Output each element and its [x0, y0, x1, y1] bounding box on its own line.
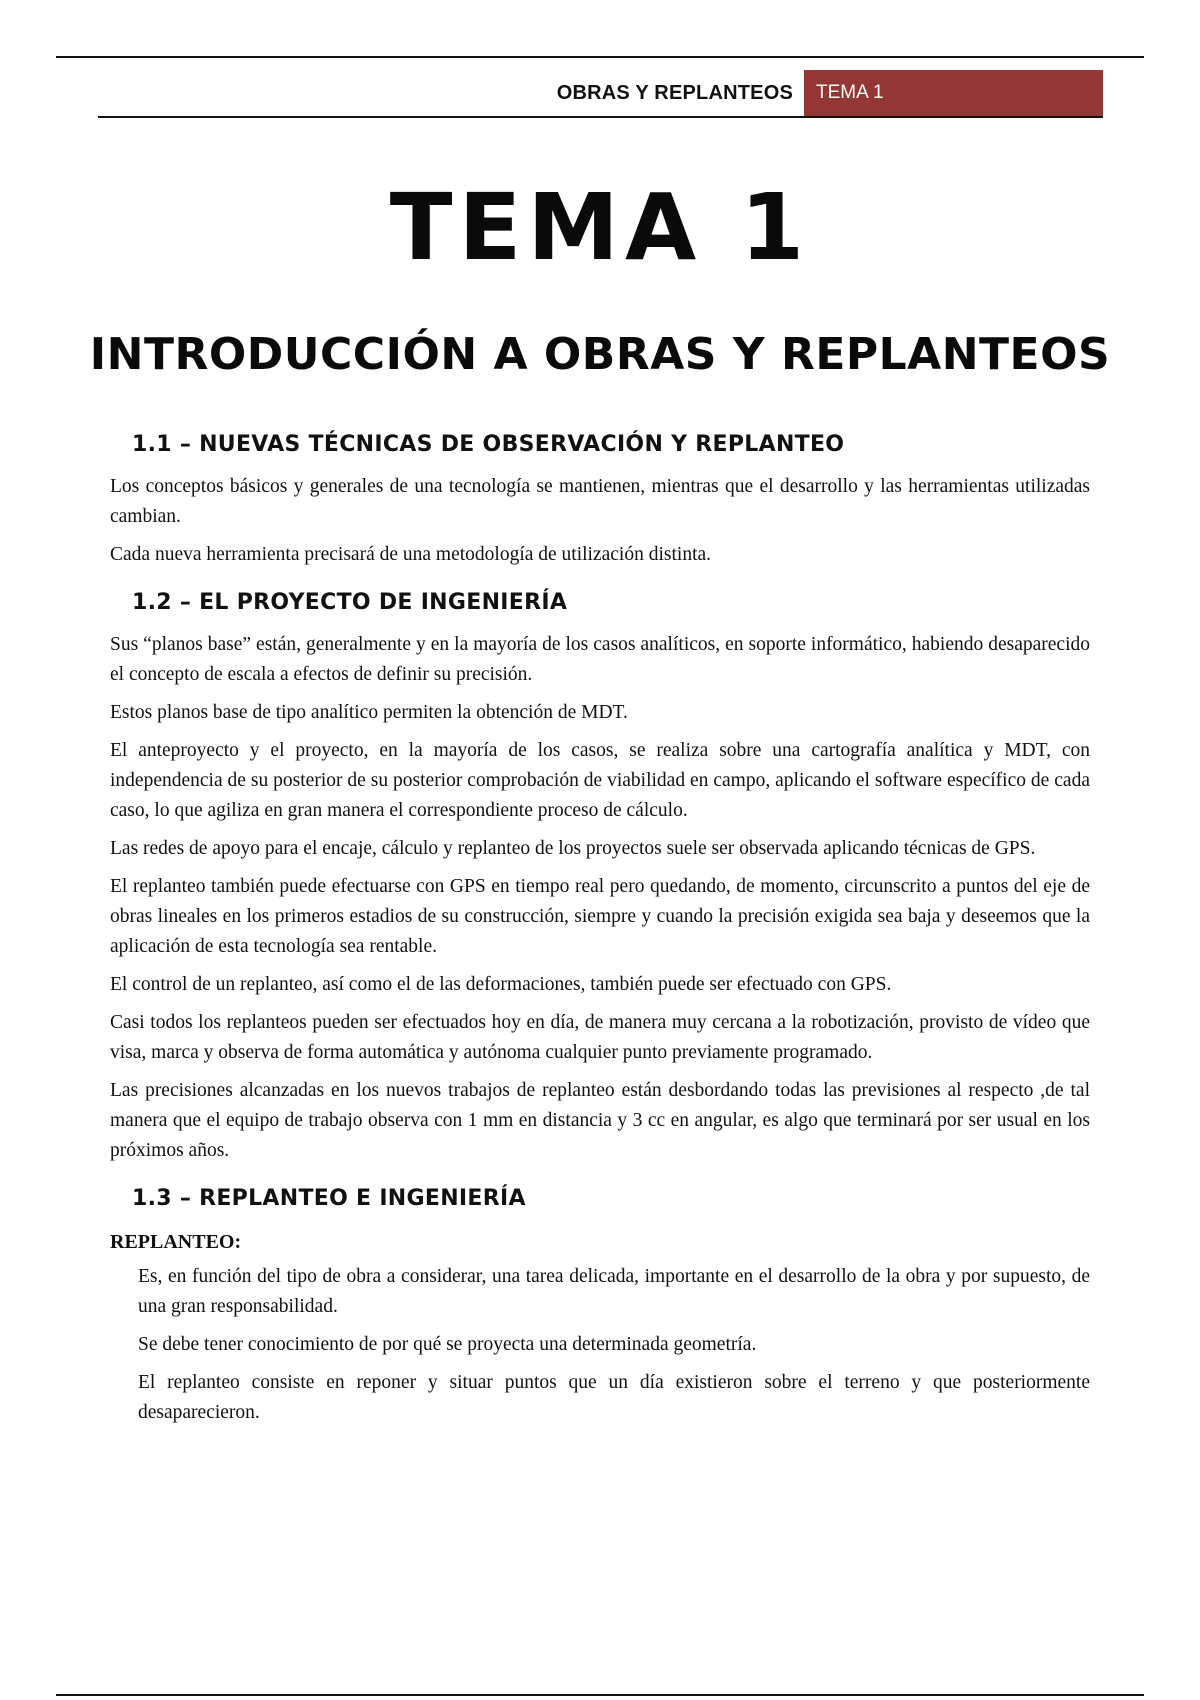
section-1-2 [110, 586, 1090, 1166]
paragraph: El anteproyecto y el proyecto, en la mayoría de los casos, se realiza sobre una cartografía analítica y MDT, con independencia de su posterior de su posterior comprobación de viabilidad en campo, aplicando el software específico de cada caso, lo que agiliza en gran manera el correspondiente proceso de cálculo. [110, 740, 1090, 821]
bottom-rule [56, 1694, 1144, 1696]
paragraph: Los conceptos básicos y generales de una tecnología se mantienen, mientras que el desarrollo y las herramientas utilizadas cambian. [110, 476, 1090, 527]
indented-block [110, 1262, 1090, 1428]
document-title: INTRODUCCIÓN A OBRAS Y REPLANTEOS [89, 329, 1111, 380]
section-1-1 [110, 428, 1090, 570]
header-title: OBRAS Y REPLANTEOS [556, 82, 793, 104]
paragraph: Sus “planos base” están, generalmente y en la mayoría de los casos analíticos, en soporte informático, habiendo desaparecido el concepto de escala a efectos de definir su precisión. [110, 634, 1090, 685]
document-body [110, 428, 1090, 1444]
paragraph: Se debe tener conocimiento de por qué se proyecta una determinada geometría. [138, 1334, 757, 1355]
section-heading: 1.1 – NUEVAS TÉCNICAS DE OBSERVACIÓN Y REPLANTEO [132, 432, 845, 457]
subheading: REPLANTEO: [110, 1231, 242, 1253]
section-1-3 [110, 1182, 1090, 1428]
top-rule [56, 56, 1144, 58]
section-heading: 1.3 – REPLANTEO E INGENIERÍA [132, 1186, 526, 1211]
paragraph: El replanteo consiste en reponer y situar puntos que un día existieron sobre el terreno y que posteriormente desaparecieron. [138, 1372, 1090, 1423]
page-header [98, 70, 1103, 118]
paragraph: Cada nueva herramienta precisará de una metodología de utilización distinta. [110, 544, 712, 565]
paragraph: Casi todos los replanteos pueden ser efectuados hoy en día, de manera muy cercana a la robotización, provisto de vídeo que visa, marca y observa de forma automática y autónoma cualquier punto previamente programado. [110, 1012, 1090, 1063]
chapter-badge: TEMA 1 [804, 70, 1103, 116]
section-heading: 1.2 – EL PROYECTO DE INGENIERÍA [132, 590, 568, 615]
paragraph: Estos planos base de tipo analítico permiten la obtención de MDT. [110, 702, 628, 723]
paragraph: Las redes de apoyo para el encaje, cálculo y replanteo de los proyectos suele ser observada aplicando técnicas de GPS. [110, 838, 1036, 859]
chapter-title: TEMA 1 [389, 174, 811, 281]
paragraph: El replanteo también puede efectuarse con GPS en tiempo real pero quedando, de momento, circunscrito a puntos del eje de obras lineales en los primeros estadios de su construcción, siempre y cuando la precisión exigida sea baja y deseemos que la aplicación de esta tecnología sea rentable. [110, 876, 1090, 957]
paragraph: Es, en función del tipo de obra a considerar, una tarea delicada, importante en el desarrollo de la obra y por supuesto, de una gran responsabilidad. [138, 1266, 1090, 1317]
paragraph: Las precisiones alcanzadas en los nuevos trabajos de replanteo están desbordando todas las previsiones al respecto ,de tal manera que el equipo de trabajo observa con 1 mm en distancia y 3 cc en angular, es algo que terminará por ser usual en los próximos años. [110, 1080, 1090, 1161]
paragraph: El control de un replanteo, así como el de las deformaciones, también puede ser efectuado con GPS. [110, 974, 892, 995]
